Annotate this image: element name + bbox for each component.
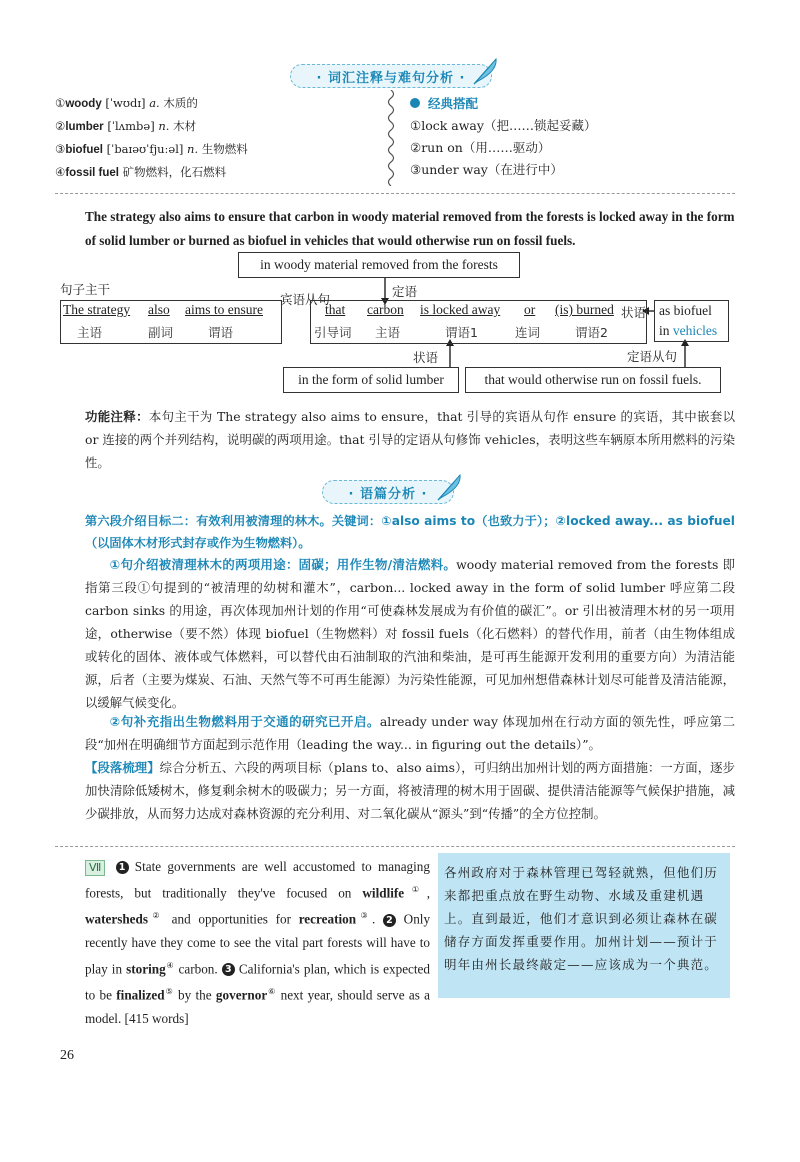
role-predicate-2: 谓语2 — [575, 325, 608, 340]
role-predicate: 谓语 — [208, 325, 234, 340]
page-number: 26 — [60, 1048, 74, 1063]
sentence-diagram — [55, 250, 745, 395]
divider — [55, 193, 735, 194]
word-subject: The strategy — [63, 302, 131, 317]
role-predicate-1: 谓语1 — [445, 325, 478, 340]
word-that: that — [325, 302, 346, 317]
word-burned: (is) burned — [555, 302, 614, 317]
word-locked-away: is locked away — [420, 302, 501, 317]
vocab-item: ③biofuel [ˈbaɪəʊˈfjuːəl] n. 生物燃料 — [55, 142, 248, 156]
discourse-paragraph-1: ①句介绍被清理林木的两项用途：固碳；用作生物/清洁燃料。woody material removed from the forests 即指第三段①句提到的“被清理的幼树和灌木”，carbon... locked away in the form of solid lumber 呼应第二段 carbon sinks 的用途，再次体现加州计划的作用“可使森林发展成为有价值的碳汇”。or 引出被清理木材的另一项用途，otherwise（要不然）体现 biofuel（生物燃料）对 fossil fuels（化石燃料）的替代作用，前者（由生物体组成或转化的固体、液体或气体燃料，可以替代由石油制取的汽油和柴油，是可再生能源开发利用的重要方向）为清洁能源，后者（主要为煤炭、石油、天然气等不可再生能源）为污染性能源，可见加州想借森林计划尽可能普及清洁能源，以缓解气候变化。 — [85, 557, 735, 710]
word-adverb: also — [148, 302, 170, 317]
discourse-paragraph-3: 【段落梳理】综合分析五、六段的两项目标（plans to、also aims），可归纳出加州计划的两方面措施：一方面，逐步加快清除低矮树木，修复剩余树木的吸碳力；另一方面，将被清理的树木用于固碳、提供清洁能源等气候保护措施，减少碳排放，从而努力达成对森林资源的充分利用、对二氧化碳从“源头”到“传播”的全方位控制。 — [85, 760, 735, 821]
discourse-paragraph-2: ②句补充指出生物燃料用于交通的研究已开启。already under way 体现加州在行动方面的领先性，呼应第二段“加州在明确细节方面起到示范作用（leading the way... in figuring out the details）”。 — [85, 714, 735, 752]
spiral-divider — [386, 90, 396, 186]
divider — [55, 846, 735, 847]
bullet-dot-icon — [410, 98, 420, 108]
collocations — [410, 93, 740, 181]
word-predicate: aims to ensure — [185, 302, 263, 317]
analyzed-sentence: The strategy also aims to ensure that carbon in woody material removed from the forests is locked away in the form of solid lumber or burned as biofuel in vehicles that would otherwise run on fossil fuels. — [85, 209, 735, 248]
paragraph-number: Ⅶ — [85, 860, 105, 876]
label-adverbial-bottom: 状语 — [413, 350, 439, 365]
modifier-box: in woody material removed from the forests — [238, 252, 520, 278]
sentence-3-icon: 3 — [222, 963, 235, 976]
collocation-item: ③under way（在进行中） — [410, 162, 563, 177]
label-object-clause: 宾语从句 — [280, 292, 331, 307]
attr-clause-box: that would otherwise run on fossil fuels. — [465, 367, 721, 393]
vocab-section-title: · 词汇注释与难句分析 · — [290, 64, 492, 88]
vocab-list — [55, 92, 375, 184]
function-note: 功能注释：本句主干为 The strategy also aims to ensure，that 引导的宾语从句作 ensure 的宾语，其中嵌套以 or 连接的两个并列结构，说明碳的两项用途。that 引导的定语从句修饰 vehicles，表明这些车辆原本所用燃料的污染性。 — [85, 409, 736, 470]
role-conjunction: 连词 — [515, 325, 541, 340]
label-trunk: 句子主干 — [60, 282, 111, 297]
feather-pen-icon — [434, 472, 464, 502]
word-vehicles: vehicles — [672, 323, 718, 338]
role-conjunction-word: 引导词 — [314, 325, 352, 340]
translation-box: 各州政府对于森林管理已驾轻就熟，但他们历来都把重点放在野生动物、水域及重建机遇上。直到最近，他们才意识到必须让森林在碳储存方面发挥重要作用。加州计划——预计于明年由州长最终敲定——应该成为一个典范。 — [438, 853, 730, 998]
collocations-title: 经典搭配 — [410, 93, 740, 115]
form-box: in the form of solid lumber — [283, 367, 459, 393]
feather-pen-icon — [470, 56, 500, 86]
word-or: or — [524, 302, 536, 317]
vocab-item: ④fossil fuel 矿物燃料，化石燃料 — [55, 165, 227, 179]
label-attr-clause: 定语从句 — [627, 349, 678, 364]
discourse-section-title: · 语篇分析 · — [322, 480, 454, 504]
discourse-intro: 第六段介绍目标二：有效利用被清理的林木。关键词：①also aims to（也致力于）；②locked away... as biofuel（以固体木材形式封存或作为生物燃料）。 — [85, 514, 735, 550]
sentence-2-icon: 2 — [383, 914, 396, 927]
role-subject: 主语 — [77, 325, 103, 340]
label-adverbial: 状语 — [621, 305, 647, 320]
vocab-item: ②lumber [ˈlʌmbə] n. 木材 — [55, 119, 197, 133]
vocab-item: ①woody [ˈwʊdɪ] a. 木质的 — [55, 96, 198, 110]
collocation-item: ①lock away（把……锁起妥藏） — [410, 118, 597, 133]
label-attributive: 定语 — [392, 284, 418, 299]
adverbial-box: as biofuel in vehicles — [654, 300, 729, 342]
word-carbon: carbon — [367, 302, 404, 317]
role-adverb: 副词 — [148, 325, 174, 340]
collocation-item: ②run on（用……驱动） — [410, 140, 551, 155]
passage-text: Ⅶ 1 State governments are well accustomed to managing forests, but traditionally they've focused on wildlife①, watersheds② and opportunities for recreation③. 2 Only recently have they come to see the vital part forests will have to play in storing④ carbon. 3 California's plan, which is expected to be finalized⑤ by the governor⑥ next year, should serve as a model. [415 words] — [85, 859, 431, 1026]
sentence-1-icon: 1 — [116, 861, 129, 874]
role-clause-subject: 主语 — [375, 325, 401, 340]
